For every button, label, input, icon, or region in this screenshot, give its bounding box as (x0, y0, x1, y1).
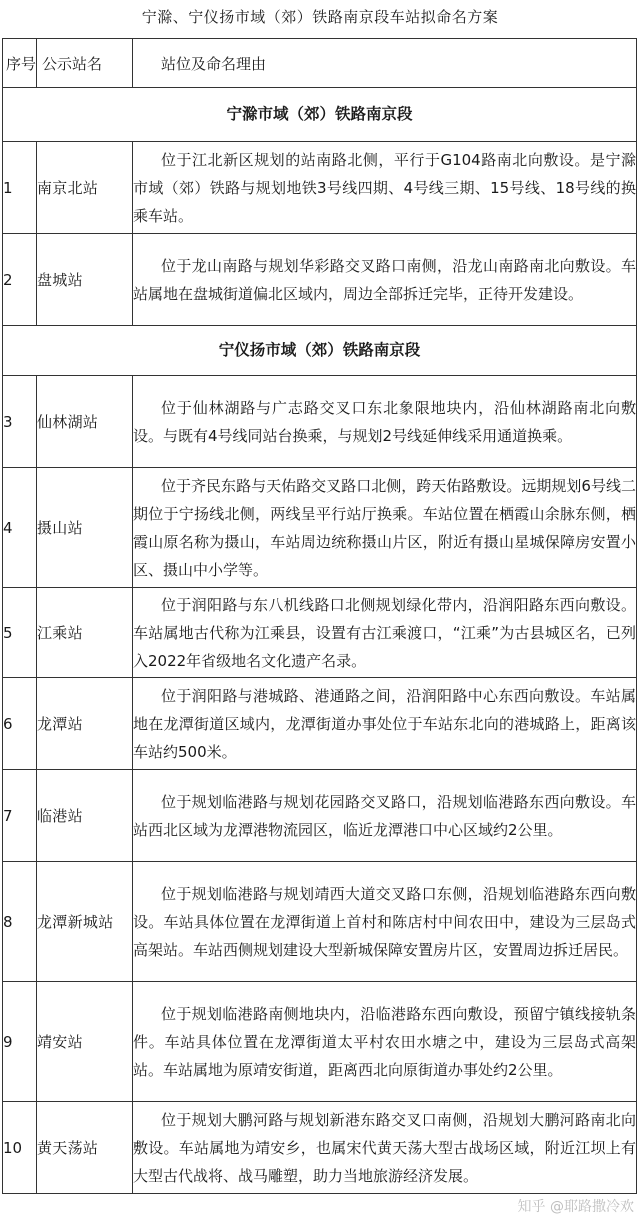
row-reason: 位于规划临港路与规划靖西大道交叉路口东侧，沿规划临港路东西向敷设。车站具体位置在龙潭街道上首村和陈店村中间农田中，建设为三层岛式高架站。车站西侧规划建设大型新城保障安置房片区，安置周边拆迁居民。 (133, 862, 637, 982)
section-title: 宁仪扬市域（郊）铁路南京段 (3, 326, 637, 376)
table-row (3, 982, 637, 1102)
table-row (3, 376, 637, 468)
row-no: 5 (3, 588, 37, 678)
table-header-row (3, 39, 637, 88)
row-station-name: 龙潭新城站 (37, 862, 133, 982)
section-row (3, 88, 637, 142)
row-reason: 位于仙林湖路与广志路交叉口东北象限地块内，沿仙林湖路南北向敷设。与既有4号线同站台换乘，与规划2号线延伸线采用通道换乘。 (133, 376, 637, 468)
row-station-name: 龙潭站 (37, 678, 133, 770)
row-reason: 位于规划临港路南侧地块内，沿临港路东西向敷设，预留宁镇线接轨条件。车站具体位置在龙潭街道太平村农田水塘之中，建设为三层岛式高架站。车站属地为原靖安街道，距离西北向原街道办事处约2公里。 (133, 982, 637, 1102)
row-station-name: 南京北站 (37, 142, 133, 234)
row-no: 3 (3, 376, 37, 468)
row-reason: 位于龙山南路与规划华彩路交叉路口南侧，沿龙山南路南北向敷设。车站属地在盘城街道偏北区域内，周边全部拆迁完毕，正待开发建设。 (133, 234, 637, 326)
table-row (3, 588, 637, 678)
row-no: 9 (3, 982, 37, 1102)
row-reason: 位于润阳路与东八机线路口北侧规划绿化带内，沿润阳路东西向敷设。车站属地古代称为江乘县，设置有古江乘渡口，“江乘”为古县城区名，已列入2022年省级地名文化遗产名录。 (133, 588, 637, 678)
row-station-name: 临港站 (37, 770, 133, 862)
table-row (3, 1102, 637, 1194)
row-no: 4 (3, 468, 37, 588)
stations-table (2, 38, 637, 1194)
table-row (3, 862, 637, 982)
table-row (3, 468, 637, 588)
header-no: 序号 (3, 39, 37, 88)
row-no: 1 (3, 142, 37, 234)
section-row (3, 326, 637, 376)
row-no: 2 (3, 234, 37, 326)
section-title: 宁滁市域（郊）铁路南京段 (3, 88, 637, 142)
row-no: 10 (3, 1102, 37, 1194)
page-title: 宁滁、宁仪扬市域（郊）铁路南京段车站拟命名方案 (141, 8, 499, 26)
row-reason: 位于规划临港路与规划花园路交叉路口，沿规划临港路东西向敷设。车站西北区域为龙潭港物流园区，临近龙潭港口中心区域约2公里。 (133, 770, 637, 862)
row-reason: 位于江北新区规划的站南路北侧，平行于G104路南北向敷设。是宁滁市域（郊）铁路与规划地铁3号线四期、4号线三期、15号线、18号线的换乘车站。 (133, 142, 637, 234)
table-row (3, 142, 637, 234)
row-station-name: 靖安站 (37, 982, 133, 1102)
row-no: 7 (3, 770, 37, 862)
row-station-name: 黄天荡站 (37, 1102, 133, 1194)
table-row (3, 770, 637, 862)
header-location-reason: 站位及命名理由 (133, 39, 637, 88)
row-no: 6 (3, 678, 37, 770)
row-station-name: 摄山站 (37, 468, 133, 588)
row-station-name: 江乘站 (37, 588, 133, 678)
row-station-name: 仙林湖站 (37, 376, 133, 468)
row-reason: 位于润阳路与港城路、港通路之间，沿润阳路中心东西向敷设。车站属地在龙潭街道区域内，龙潭街道办事处位于车站东北向的港城路上，距离该车站约500米。 (133, 678, 637, 770)
table-row (3, 234, 637, 326)
row-reason: 位于规划大鹏河路与规划新港东路交叉口南侧，沿规划大鹏河路南北向敷设。车站属地为靖安乡，也属宋代黄天荡大型古战场区域，附近江坝上有大型古代战将、战马雕塑，助力当地旅游经济发展。 (133, 1102, 637, 1194)
watermark: 知乎 @耶路撒冷欢 (517, 1199, 634, 1215)
row-station-name: 盘城站 (37, 234, 133, 326)
row-no: 8 (3, 862, 37, 982)
table-row (3, 678, 637, 770)
row-reason: 位于齐民东路与天佑路交叉路口北侧，跨天佑路敷设。远期规划6号线二期位于宁扬线北侧，两线呈平行站厅换乘。车站位置在栖霞山余脉东侧，栖霞山原名称为摄山，车站周边统称摄山片区，附近有摄山星城保障房安置小区、摄山中小学等。 (133, 468, 637, 588)
header-station-name: 公示站名 (37, 39, 133, 88)
